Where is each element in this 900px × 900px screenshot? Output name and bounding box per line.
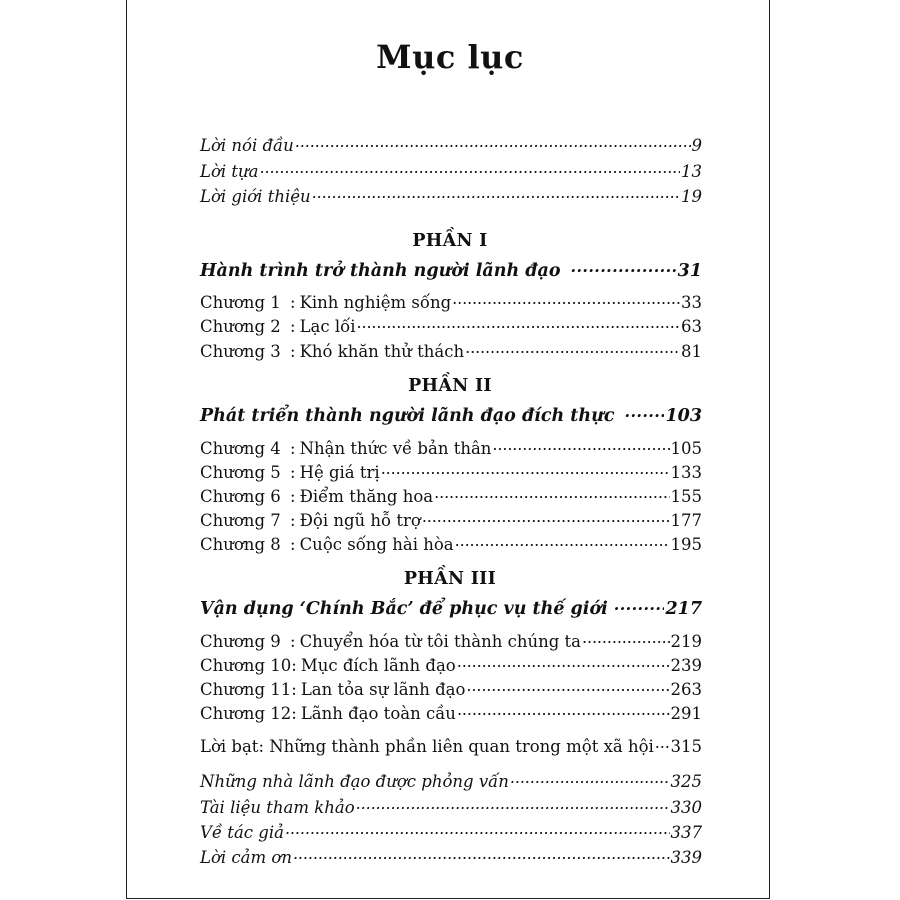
chapter-title: Lãnh đạo toàn cầu [300, 703, 456, 723]
entry-label: Lời bạt: Những thành phần liên quan trong một xã hội [200, 736, 654, 756]
chapter-title: Điểm thăng hoa [299, 486, 434, 506]
entry-page: 330 [670, 797, 702, 817]
leader-dots [466, 678, 669, 695]
leader-dots [357, 315, 681, 332]
chapter-title: Khó khăn thử thách [299, 341, 465, 361]
chapter-row: Chương 5 : Hệ giá trị . . . 133 [200, 461, 702, 482]
leader-dots [312, 185, 680, 202]
chapter-number: Chương 1 [200, 292, 281, 312]
entry-label: Lời cảm ơn [200, 847, 292, 867]
chapter-title: Đội ngũ hỗ trợ [299, 510, 421, 530]
chapter-number: Chương 4 [200, 438, 281, 458]
chapter-row: Chương 4 : Nhận thức về bản thân . . . 105 [200, 437, 702, 458]
chapter-row: Chương 1 : Kinh nghiệm sống . . . 33 [200, 291, 702, 312]
chapter-page: 81 [681, 341, 702, 361]
leader-dots [457, 702, 670, 719]
entry-label: Tài liệu tham khảo [200, 797, 355, 817]
entry-page: 339 [670, 847, 702, 867]
leader-dots [510, 770, 670, 787]
chapter-row: Chương 10 : Mục đích lãnh đạo . . . 239 [200, 654, 702, 675]
leader-dots [625, 403, 665, 421]
chapter-title: Cuộc sống hài hòa [299, 534, 454, 554]
toc-entry-acknowledgements [200, 846, 702, 867]
chapter-title: Hệ giá trị [299, 462, 380, 482]
entry-label: Lời tựa [200, 161, 259, 181]
chapter-row: Chương 3 : Khó khăn thử thách . . . 81 [200, 340, 702, 361]
toc-entry-foreword [200, 134, 702, 155]
leader-dots [434, 485, 669, 502]
entry-page: 315 [670, 736, 702, 756]
chapter-number: Chương 12 [200, 703, 292, 723]
chapter-page: 195 [670, 534, 702, 554]
chapter-number: Chương 2 [200, 316, 281, 336]
entry-label: Những nhà lãnh đạo được phỏng vấn [200, 771, 509, 791]
chapter-number: Chương 9 [200, 631, 281, 651]
toc-entry-introduction [200, 185, 702, 206]
chapter-page: 63 [681, 316, 702, 336]
leader-dots [455, 533, 670, 550]
leader-dots [452, 291, 680, 308]
chapter-page: 105 [670, 438, 702, 458]
entry-label: Vận dụng ‘Chính Bắc’ để phục vụ thế giới [200, 598, 608, 619]
chapter-row: Chương 7 : Đội ngũ hỗ trợ . . . 177 [200, 509, 702, 530]
chapter-page: 263 [670, 679, 702, 699]
leader-dots [260, 160, 680, 177]
chapter-number: Chương 3 [200, 341, 281, 361]
page-title: Mục lục [376, 38, 524, 76]
chapter-number: Chương 5 [200, 462, 281, 482]
chapter-page: 133 [670, 462, 702, 482]
entry-label: Hành trình trở thành người lãnh đạo [200, 260, 561, 281]
entry-label: Về tác giả [200, 822, 284, 842]
leader-dots [614, 596, 665, 614]
chapter-number: Chương 6 [200, 486, 281, 506]
entry-page: 19 [681, 186, 702, 206]
leader-dots [457, 654, 670, 671]
chapter-page: 291 [670, 703, 702, 723]
chapter-title: Mục đích lãnh đạo [300, 655, 456, 675]
leader-dots [492, 437, 669, 454]
chapter-number: Chương 11 [200, 679, 292, 699]
entry-page: 13 [681, 161, 702, 181]
entry-page: 31 [677, 260, 702, 281]
leader-dots [571, 258, 677, 276]
leader-dots [381, 461, 670, 478]
chapter-row: Chương 8 : Cuộc sống hài hòa . . . 195 [200, 533, 702, 554]
leader-dots [465, 340, 680, 357]
chapter-page: 239 [670, 655, 702, 675]
chapter-title: Nhận thức về bản thân [299, 438, 492, 458]
chapter-number: Chương 8 [200, 534, 281, 554]
part-title-1 [200, 258, 702, 281]
entry-page: 325 [670, 771, 702, 791]
chapter-row: Chương 6 : Điểm thăng hoa . . . 155 [200, 485, 702, 506]
chapter-page: 177 [670, 510, 702, 530]
leader-dots [422, 509, 670, 526]
entry-page: 9 [691, 135, 702, 155]
chapter-title: Lan tỏa sự lãnh đạo [300, 679, 466, 699]
chapter-number: Chương 10 [200, 655, 292, 675]
leader-dots [295, 134, 691, 151]
entry-label: Lời nói đầu [200, 135, 294, 155]
part-heading-3: PHẦN III [403, 569, 497, 589]
entry-label: Phát triển thành người lãnh đạo đích thực [200, 405, 615, 426]
chapter-title: Chuyển hóa từ tôi thành chúng ta [299, 631, 582, 651]
chapter-row: Chương 11 : Lan tỏa sự lãnh đạo . . . 263 [200, 678, 702, 699]
chapter-page: 219 [670, 631, 702, 651]
leader-dots [285, 821, 670, 838]
chapter-title: Kinh nghiệm sống [299, 292, 452, 312]
leader-dots [356, 796, 670, 813]
entry-label: Lời giới thiệu [200, 186, 311, 206]
entry-page: 217 [665, 598, 702, 619]
toc-entry-references [200, 796, 702, 817]
chapter-row: Chương 2 : Lạc lối . . . 63 [200, 315, 702, 336]
toc-entry-afterword [200, 735, 702, 756]
entry-page: 103 [665, 405, 702, 426]
part-heading-1: PHẦN I [412, 231, 488, 251]
part-title-2 [200, 403, 702, 426]
chapter-row: Chương 9 : Chuyển hóa từ tôi thành chúng ta . . . 219 [200, 630, 702, 651]
toc-entry-interviewees [200, 770, 702, 791]
leader-dots [293, 846, 670, 863]
entry-page: 337 [670, 822, 702, 842]
toc-entry-about-author [200, 821, 702, 842]
part-heading-2: PHẦN II [408, 376, 492, 396]
toc-entry-preface [200, 160, 702, 181]
part-title-3 [200, 596, 702, 619]
chapter-page: 33 [681, 292, 702, 312]
chapter-page: 155 [670, 486, 702, 506]
chapter-number: Chương 7 [200, 510, 281, 530]
leader-dots [582, 630, 669, 647]
leader-dots [655, 735, 670, 752]
chapter-title: Lạc lối [299, 316, 356, 336]
chapter-row: Chương 12 : Lãnh đạo toàn cầu . . . 291 [200, 702, 702, 723]
